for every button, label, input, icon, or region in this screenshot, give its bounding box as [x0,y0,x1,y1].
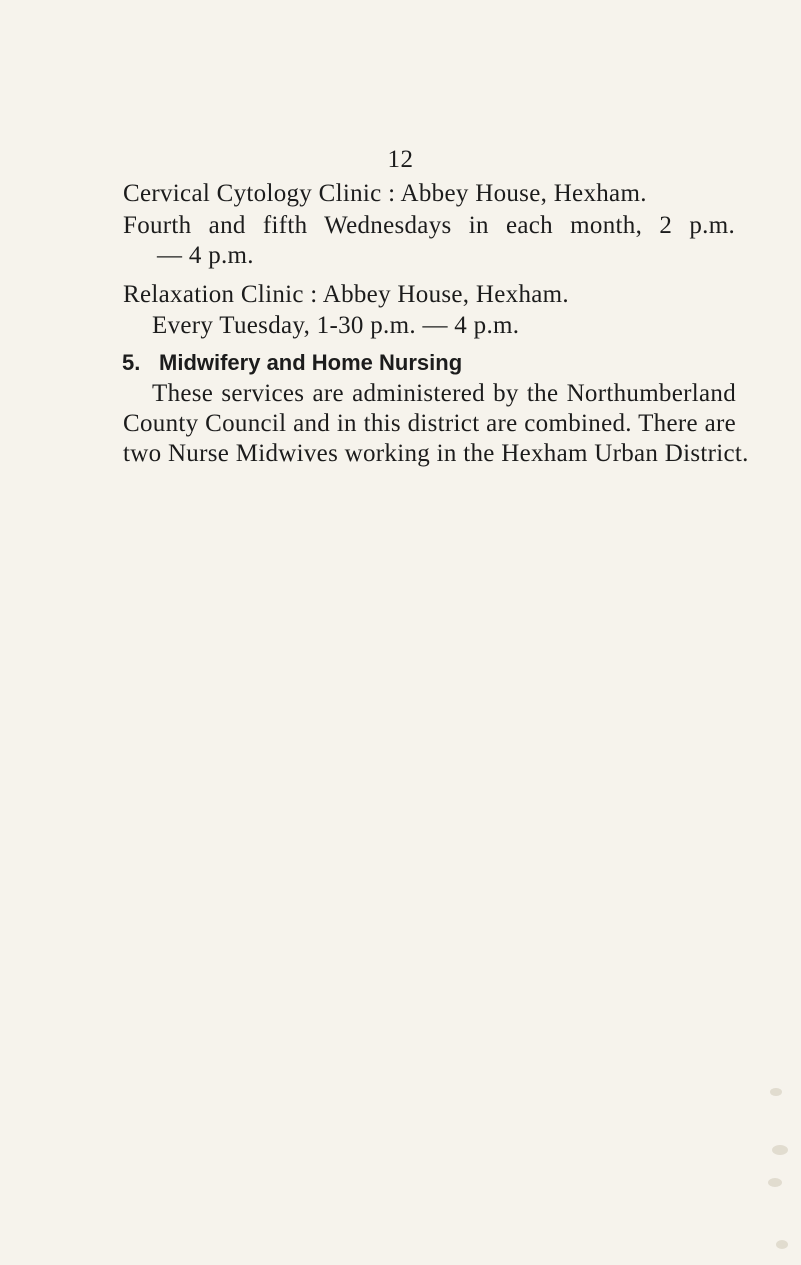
paper-speck [772,1145,788,1155]
paragraph-line: two Nurse Midwives working in the Hexham Urban District. [123,440,749,467]
paper-speck [768,1178,782,1187]
clinic-detail-line: — 4 p.m. [157,242,254,269]
clinic-title-cervical-cytology: Cervical Cytology Clinic : Abbey House, Hexham. [123,180,647,207]
clinic-detail-line: Every Tuesday, 1-30 p.m. — 4 p.m. [152,312,520,339]
paragraph-line: These services are administered by the Northumberland [152,380,736,407]
section-title: Midwifery and Home Nursing [159,350,463,375]
page-number: 12 [387,146,414,173]
clinic-title-relaxation: Relaxation Clinic : Abbey House, Hexham. [123,281,569,308]
paragraph-line: County Council and in this district are combined. There are [123,410,736,437]
paper-speck [770,1088,782,1096]
section-heading [122,350,462,376]
paper-speck [776,1240,788,1249]
clinic-detail-line: Fourth and fifth Wednesdays in each month, 2 p.m. [123,212,735,239]
section-number: 5. [122,350,141,375]
